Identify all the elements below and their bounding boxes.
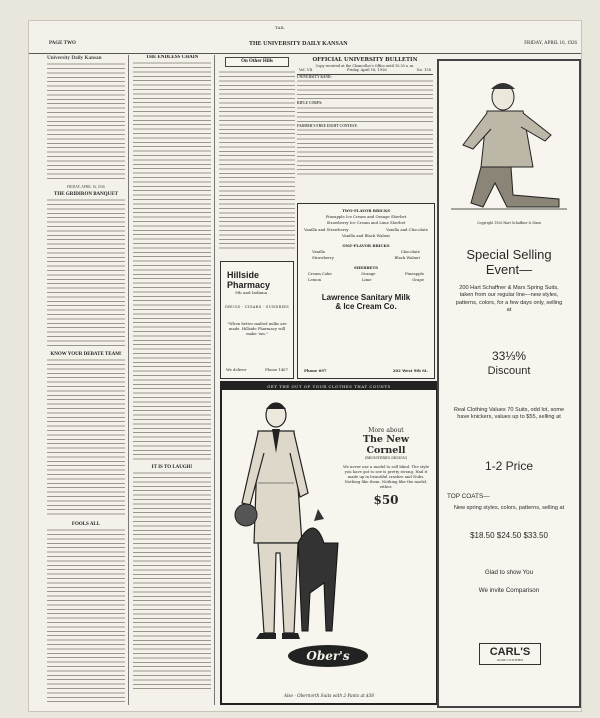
page-label: PAGE TWO xyxy=(49,41,76,46)
dairy-one-flavor: ONE-FLAVOR BRICKS xyxy=(342,243,390,249)
dairy-ad xyxy=(297,203,435,379)
carls-prices: $18.50 $24.50 $33.50 xyxy=(470,531,548,540)
dairy-phone: Phone 697 xyxy=(304,368,327,373)
carls-discount-pct: 33⅓% xyxy=(491,349,527,363)
pharmacy-address: 9th and Indiana xyxy=(235,290,268,295)
carls-topcoats: TOP COATS— xyxy=(447,493,490,500)
sherbet: Pineapple xyxy=(404,270,424,276)
column-rule xyxy=(128,55,129,705)
bulletin-no: No. 158 xyxy=(416,68,431,72)
header-date: FRIDAY, APRIL 16, 1926 xyxy=(524,41,577,46)
column-rule xyxy=(214,55,215,705)
carls-p2: Real Clothing Values 70 Suits, odd lot, some have knickers, values up to $55, selling at xyxy=(453,407,565,421)
pharmacy-ad xyxy=(220,261,294,379)
column-editorial xyxy=(47,55,125,705)
bulletin-item-rifle: RIFLE CORPS: xyxy=(297,101,323,106)
obers-logo xyxy=(288,645,368,667)
carls-ad xyxy=(437,59,581,708)
carls-logo-sub: GOOD CLOTHES xyxy=(496,658,524,662)
dateline: FRIDAY, APRIL 16, 1926 xyxy=(67,185,105,189)
flavor: Black Walnut xyxy=(394,255,420,261)
pharmacy-name: Hillside Pharmacy xyxy=(227,270,271,290)
column-endless-chain xyxy=(133,55,211,705)
cornell-more: More about xyxy=(368,427,404,434)
cornell-reg: (REGISTERED DESIGN) xyxy=(364,456,408,460)
headline-gridiron: THE GRIDIRON BANQUET xyxy=(54,192,118,198)
dairy-two-flavor: TWO-FLAVOR BRICKS xyxy=(341,208,390,213)
pharmacy-delivery: We deliver xyxy=(226,367,247,372)
page-header xyxy=(29,21,581,54)
carls-p1: 200 Hart Schaffner & Marx Spring Suits, taken from our regular line—new styles, patterns, colors, for a few days only, selling at xyxy=(455,285,563,314)
bulletin-sub: Copy received at the Chancellor's Office until 10:30 a. m. xyxy=(315,64,415,68)
dairy-name: & Ice Cream Co. xyxy=(335,302,397,312)
suit-man-illustration xyxy=(228,393,346,655)
carls-logo-text: CARL'S xyxy=(489,646,531,658)
pharmacy-slogan: "When better malted milks are made, Hillside Pharmacy will make 'em." xyxy=(227,321,287,336)
headline-laugh: IT IS TO LAUGH! xyxy=(151,465,193,470)
bulletin-title: OFFICIAL UNIVERSITY BULLETIN xyxy=(312,57,418,63)
bulletin-item-contest: FARMER'S FREE EIGHT CONTEST: xyxy=(297,123,358,128)
cornell-banner: GET THE OUT OF YOUR CLOTHES THAT COUNTS xyxy=(222,383,436,390)
carls-invite: We invite Comparison xyxy=(478,587,540,594)
flavor: Vanilla xyxy=(312,249,326,255)
carls-title: Special Selling xyxy=(466,247,552,262)
carls-caption: Copyright 1926 Hart Schaffner & Marx xyxy=(477,221,541,225)
carls-p3: New spring styles, colors, patterns, selling at xyxy=(453,505,565,511)
obers-logo-text: Ober's xyxy=(306,649,350,663)
cornell-price: $50 xyxy=(373,493,399,507)
dairy-name: Lawrence Sanitary Milk xyxy=(321,293,411,303)
hart-schaffner-illustration xyxy=(451,75,567,215)
headline-endless-chain: THE ENDLESS CHAIN xyxy=(145,55,199,60)
dairy-item: Pineapple Ice Cream and Orange Sherbet xyxy=(325,214,407,220)
bulletin-item-band: UNIVERSITY BAND: xyxy=(297,75,332,79)
carls-half-price: 1-2 Price xyxy=(484,459,534,473)
pharmacy-goods: DRUGS - CIGARS - SUNDRIES xyxy=(225,305,289,309)
sherbet: Lemon xyxy=(308,277,322,283)
column-other-hills xyxy=(219,55,295,255)
pharmacy-phone: Phone 1467 xyxy=(265,367,288,372)
cornell-model: The New Cornell xyxy=(362,434,410,456)
sherbet: Grape xyxy=(412,277,424,283)
carls-title: Event— xyxy=(485,262,533,277)
paper-title: University Daily Kansan xyxy=(47,55,102,61)
carls-discount: Discount xyxy=(487,365,531,377)
sherbet: Lime xyxy=(361,277,372,283)
masthead: THE UNIVERSITY DAILY KANSAN xyxy=(249,41,348,47)
headline-fools: FOOLS ALL xyxy=(71,522,101,528)
flavor: Strawberry xyxy=(312,255,334,261)
dairy-sherbets: SHERBETS xyxy=(353,264,379,270)
newspaper-page xyxy=(28,20,582,712)
sherbet: Orange xyxy=(361,270,376,276)
cornell-body: We never use a model to sell blind. The style you have got to see is pretty strong. Had it made up in beautiful crashes and Nubs. Nothing like them. Nothing like the model, either. xyxy=(343,464,429,489)
bulletin-vol: Vol. VII xyxy=(299,68,313,72)
flavor: Chocolate xyxy=(400,249,420,255)
cornell-footer: Also - Obernorth Suits with 2-Pants at $38 xyxy=(284,693,374,698)
dairy-address: 202 West 9th St. xyxy=(392,368,428,373)
official-bulletin xyxy=(297,57,433,197)
cornell-ad xyxy=(220,381,438,705)
sherbet: Cream Cake xyxy=(308,270,332,276)
headline-debate: KNOW YOUR DEBATE TEAM! xyxy=(50,352,122,358)
dairy-item: Strawberry Ice Cream and Lime Sherbet xyxy=(326,220,406,226)
headline-other-hills: On Other Hills xyxy=(241,59,273,64)
dairy-item: Vanilla and Chocolate xyxy=(386,226,428,232)
carls-glad: Glad to show You xyxy=(484,569,534,576)
top-mark: TAIL xyxy=(275,25,285,30)
dairy-item: Vanilla and Strawberry xyxy=(304,226,349,232)
bulletin-date: Friday, April 16, 1926 xyxy=(347,68,387,72)
dairy-item: Vanilla and Black Walnut xyxy=(342,232,390,238)
other-hills-box xyxy=(225,57,289,67)
carls-logo xyxy=(479,643,541,665)
